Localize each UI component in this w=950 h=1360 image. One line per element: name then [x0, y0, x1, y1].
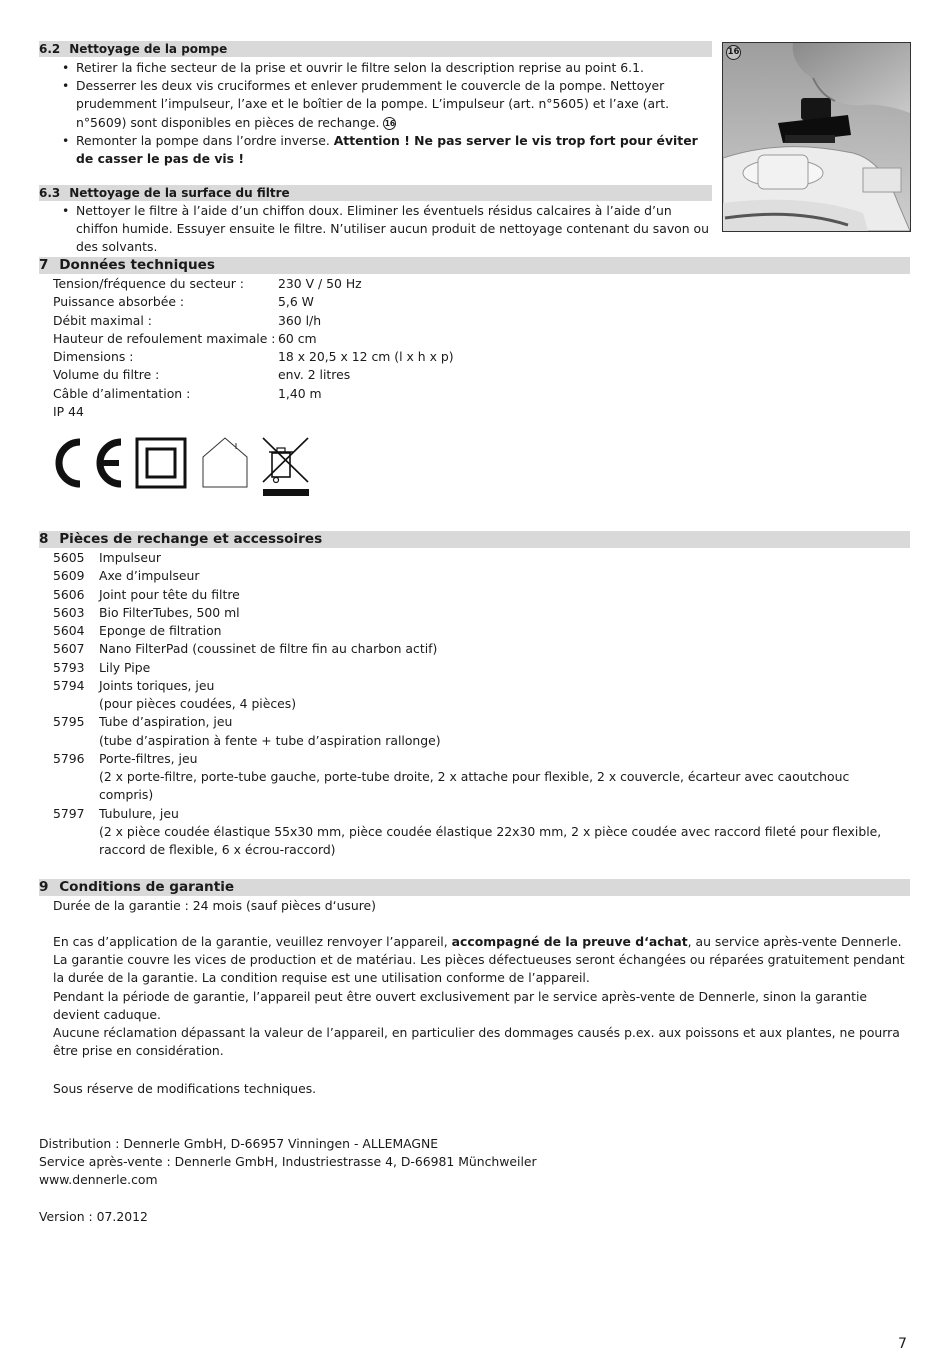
section-number: 8: [39, 531, 49, 547]
part-code: 5795: [53, 714, 85, 730]
section-9-header: [39, 879, 910, 896]
pump-cover-photo: [723, 43, 910, 231]
spec-label: Puissance absorbée :: [53, 294, 185, 310]
spare-part-row: [53, 713, 903, 749]
spare-part-row: [53, 805, 903, 860]
part-name: Joints toriques, jeu: [99, 678, 215, 694]
spec-value: 230 V / 50 Hz: [278, 276, 362, 291]
warning-text: Attention ! Ne pas server le vis trop fort pour éviter de casser le pas de vis !: [76, 132, 698, 167]
part-name: Tubulure, jeu: [99, 805, 179, 821]
part-name: Joint pour tête du filtre: [99, 586, 240, 602]
list-item-text: Nettoyer le filtre à l’aide d’un chiffon doux. Eliminer les éventuels résidus calcaires à l’aide d’un chiffon humide. Essuyer ensuite le filtre. N’utiliser aucun produit de nettoyage contenant du savon ou des solvants.: [76, 203, 709, 255]
spec-value: 1,40 m: [278, 385, 322, 401]
section-number: 7: [39, 257, 49, 273]
spec-row: [53, 312, 454, 330]
section-number: 6.2: [39, 42, 61, 56]
section-title: Nettoyage de la surface du filtre: [69, 186, 290, 200]
part-code: 5797: [53, 805, 85, 821]
spare-part-row: [53, 750, 903, 805]
section-6-3-header: [39, 185, 712, 201]
list-item: [62, 77, 712, 132]
certification-symbols: [53, 435, 313, 497]
figure-16-photo: [722, 42, 911, 232]
warranty-paragraph: [53, 933, 908, 951]
section-7-header: [39, 257, 910, 274]
warranty-text: [53, 933, 908, 1060]
section-title: Données techniques: [59, 257, 215, 273]
spec-label: Débit maximal :: [53, 312, 152, 328]
warranty-paragraph: Aucune réclamation dépassant la valeur de l’appareil, en particulier des dommages causés p.ex. aux poissons et aux plantes, ne pourra être prise en considération.: [53, 1025, 900, 1059]
double-insulation-icon: [137, 439, 185, 487]
ce-mark-icon: [59, 442, 121, 484]
spare-part-row: [53, 586, 903, 604]
spec-label: Dimensions :: [53, 349, 134, 365]
part-code: 5603: [53, 604, 85, 620]
spare-part-row: [53, 622, 903, 640]
section-title: Pièces de rechange et accessoires: [59, 531, 323, 547]
spec-label: Hauteur de refoulement maximale :: [53, 330, 276, 346]
part-code: 5604: [53, 623, 85, 639]
warranty-paragraph: Pendant la période de garantie, l’appareil peut être ouvert exclusivement par le service après-vente de Dennerle, sinon la garantie devient caduque.: [53, 988, 868, 1022]
footer-service: Service après-vente : Dennerle GmbH, Industriestrasse 4, D-66981 Münchweiler: [39, 1154, 537, 1169]
weee-crossed-bin-icon: [263, 438, 309, 496]
section-6-2-list: [62, 59, 712, 168]
spare-part-row: [53, 549, 903, 567]
proof-of-purchase-text: accompagné de la preuve d‘achat: [451, 934, 688, 949]
paragraph-text: En cas d’application de la garantie, veuillez renvoyer l’appareil,: [53, 934, 448, 949]
spare-part-row: [53, 640, 903, 658]
list-item: [62, 202, 712, 257]
section-6-3-list: [62, 202, 712, 257]
section-8-header: [39, 531, 910, 548]
spare-part-row: [53, 567, 903, 585]
part-name: Nano FilterPad (coussinet de filtre fin au charbon actif): [99, 641, 438, 657]
figure-number: 16: [726, 45, 741, 60]
spec-row: [53, 330, 454, 348]
spare-parts-list: [53, 549, 903, 859]
part-code: 5794: [53, 678, 85, 694]
list-item: [62, 132, 712, 168]
list-item-text: Desserrer les deux vis cruciformes et enlever prudemment le couvercle de la pompe. Nettoyer prudemment l’impulseur, l’axe et le boîtier de la pompe. L’impulseur (art. n°5605) et l’axe (art. n°5609) sont disponibles en pièces de rechange.: [76, 78, 670, 130]
spec-value: 18 x 20,5 x 12 cm (l x h x p): [278, 349, 454, 365]
spec-value: 360 l/h: [278, 312, 322, 328]
section-number: 9: [39, 879, 49, 895]
warranty-duration: Durée de la garantie : 24 mois (sauf pièces d‘usure): [53, 898, 377, 913]
section-6-2-header: [39, 41, 712, 57]
list-item: [62, 59, 712, 77]
footer-website: www.dennerle.com: [39, 1172, 158, 1187]
part-details: (tube d’aspiration à fente + tube d’aspiration rallonge): [99, 732, 441, 748]
spec-row: [53, 348, 454, 366]
footer-version: Version : 07.2012: [39, 1209, 148, 1224]
footer-distribution: Distribution : Dennerle GmbH, D-66957 Vinningen - ALLEMAGNE: [39, 1136, 439, 1151]
part-name: Tube d’aspiration, jeu: [99, 714, 233, 730]
warranty-paragraph: La garantie couvre les vices de production et de matériau. Les pièces défectueuses seront échangées ou réparées gratuitement pendant la durée de la garantie. La condition requise est une utilisation conforme de l’appareil.: [53, 952, 905, 986]
part-code: 5609: [53, 568, 85, 584]
part-name: Axe d’impulseur: [99, 568, 200, 584]
part-code: 5606: [53, 586, 85, 602]
part-details: (2 x porte-filtre, porte-tube gauche, porte-tube droite, 2 x attache pour flexible, 2 x couvercle, écarteur avec caoutchouc compris): [99, 769, 850, 803]
part-name: Eponge de filtration: [99, 623, 222, 639]
list-item-text: Retirer la fiche secteur de la prise et ouvrir le filtre selon la description reprise au point 6.1.: [76, 60, 644, 75]
part-code: 5796: [53, 750, 85, 766]
list-item-text: Remonter la pompe dans l’ordre inverse.: [76, 132, 330, 148]
spec-label: Volume du filtre :: [53, 367, 160, 383]
indoor-use-house-icon: [203, 438, 247, 487]
spec-row: [53, 366, 454, 384]
section-title: Nettoyage de la pompe: [69, 42, 228, 56]
spec-value: 60 cm: [278, 330, 317, 346]
spare-part-row: [53, 677, 903, 713]
spec-row: [53, 385, 454, 403]
spec-label: Câble d’alimentation :: [53, 385, 191, 401]
spec-value: 5,6 W: [278, 294, 314, 310]
spare-part-row: [53, 659, 903, 677]
part-name: Porte-filtres, jeu: [99, 750, 198, 766]
spec-row: [53, 293, 454, 311]
part-code: 5793: [53, 659, 85, 675]
technical-reserve-note: Sous réserve de modifications techniques.: [53, 1081, 317, 1096]
part-name: Bio FilterTubes, 500 ml: [99, 604, 240, 620]
spec-value: env. 2 litres: [278, 367, 351, 383]
spare-part-row: [53, 604, 903, 622]
spec-label: Tension/fréquence du secteur :: [53, 276, 244, 291]
spec-row: [53, 275, 454, 293]
spec-value: [278, 403, 454, 421]
tech-specs-table: [53, 275, 454, 421]
paragraph-text: , au service après-vente Dennerle.: [687, 934, 902, 949]
section-title: Conditions de garantie: [59, 879, 235, 895]
part-code: 5607: [53, 641, 85, 657]
part-name: Impulseur: [99, 550, 161, 565]
part-name: Lily Pipe: [99, 659, 151, 675]
figure-reference: 16: [384, 118, 396, 128]
part-code: 5605: [53, 550, 85, 565]
part-details: (2 x pièce coudée élastique 55x30 mm, pièce coudée élastique 22x30 mm, 2 x pièce coudée avec raccord fileté pour flexible, raccord de flexible, 6 x écrou-raccord): [99, 823, 882, 857]
spec-label: IP 44: [53, 404, 84, 420]
section-number: 6.3: [39, 186, 61, 200]
page-number: 7: [898, 1336, 907, 1352]
spec-row: [53, 403, 454, 421]
part-details: (pour pièces coudées, 4 pièces): [99, 696, 297, 712]
